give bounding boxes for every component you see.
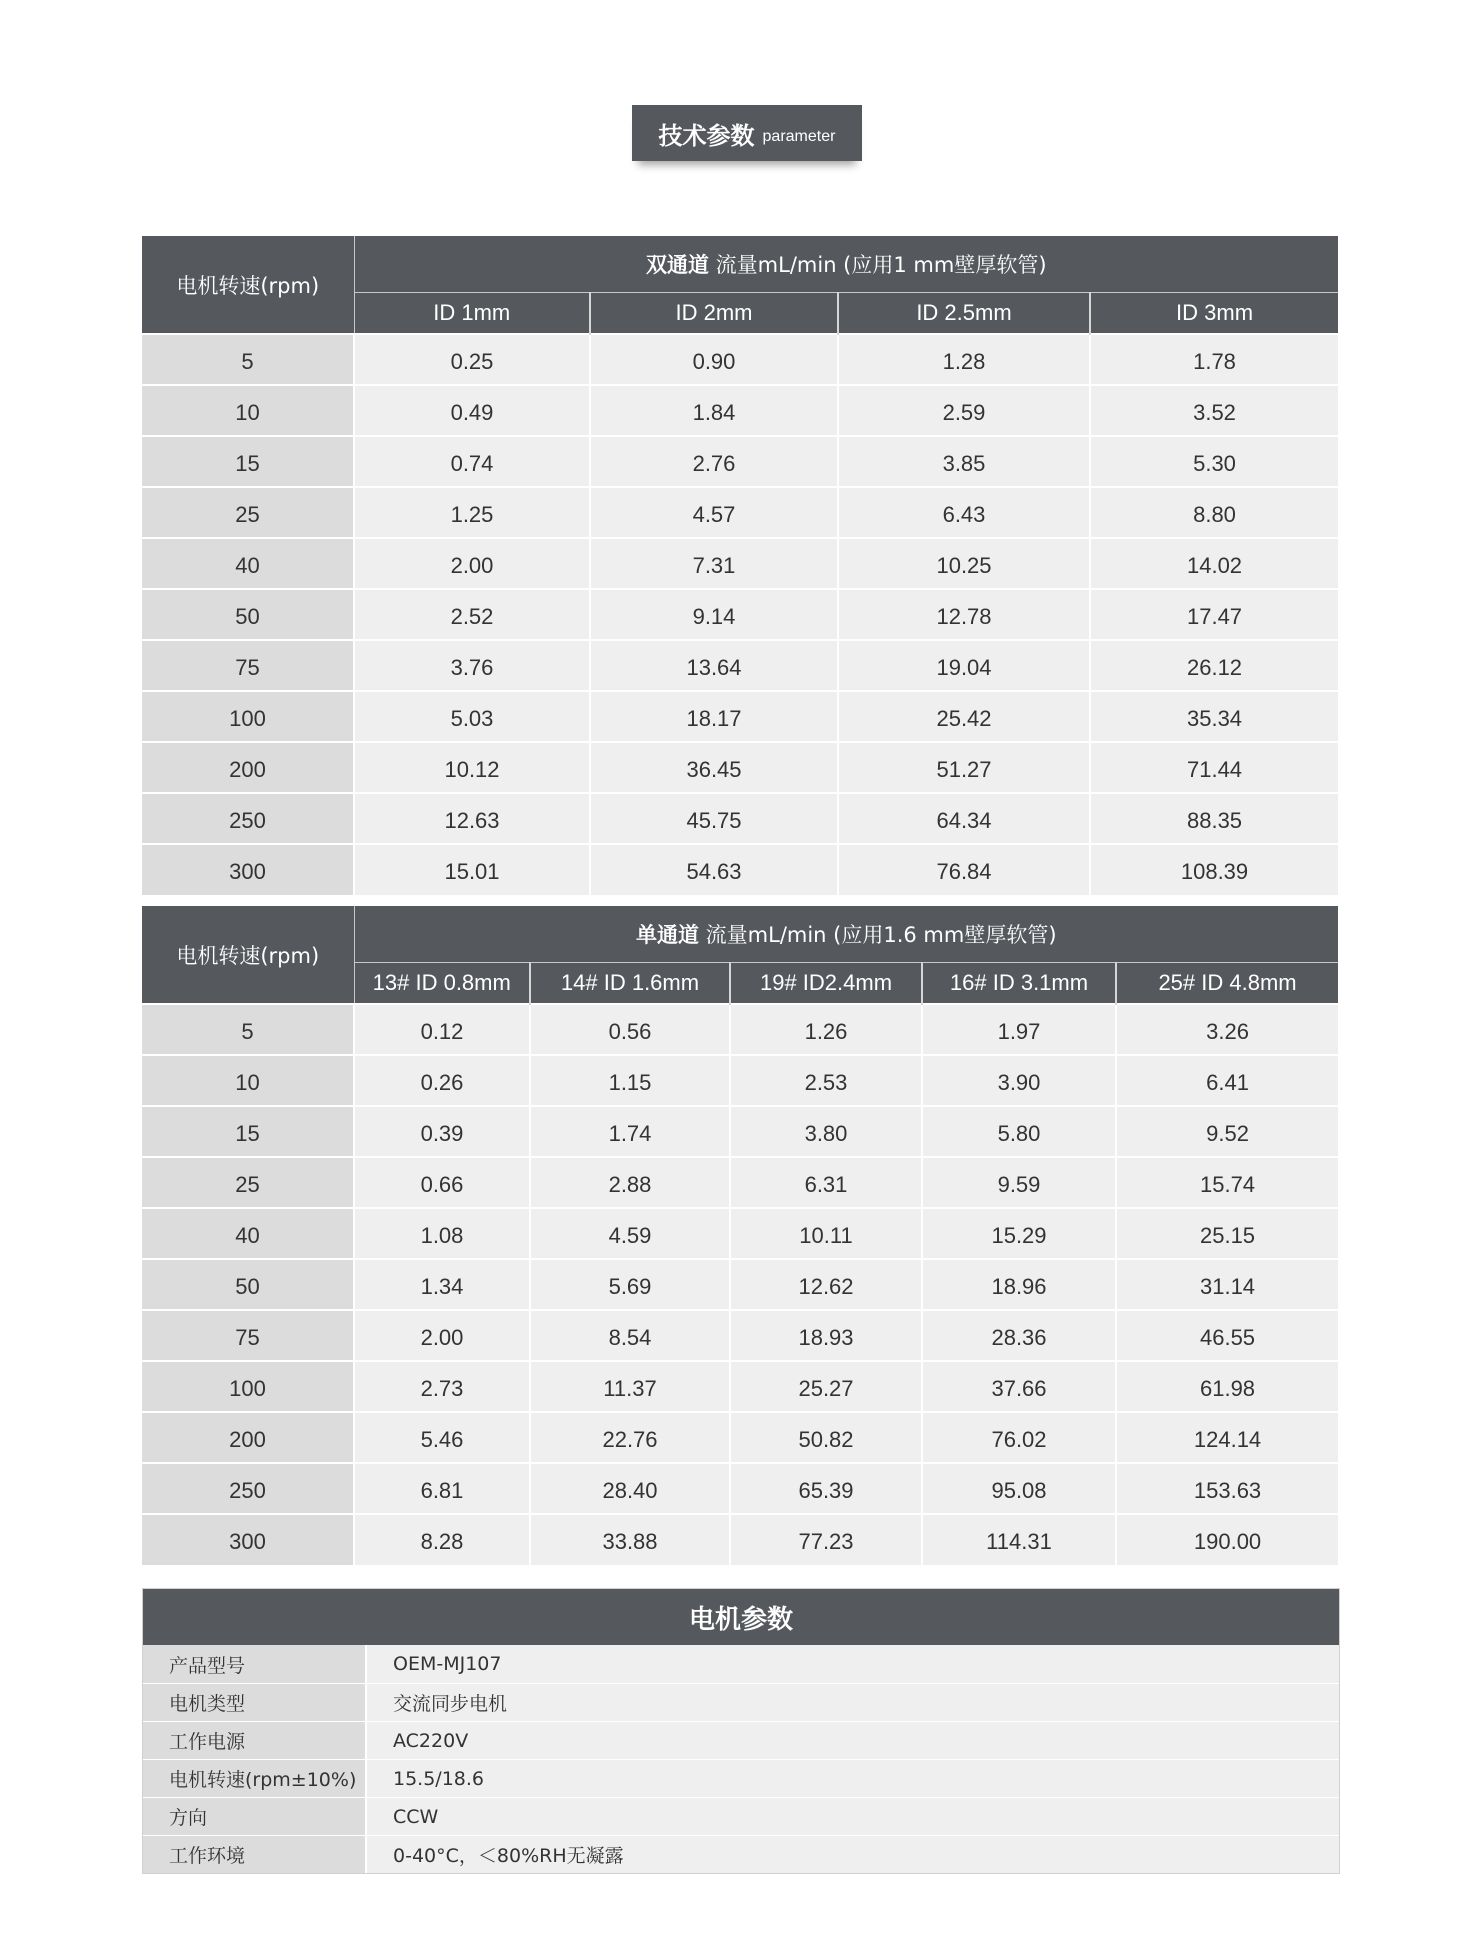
table-row xyxy=(142,1412,1338,1463)
flow-cell: 1.26 xyxy=(730,1004,922,1055)
flow-cell: 33.88 xyxy=(530,1514,730,1565)
flow-cell: 4.57 xyxy=(590,487,838,538)
section-title xyxy=(632,105,862,161)
flow-cell: 4.59 xyxy=(530,1208,730,1259)
flow-cell: 36.45 xyxy=(590,742,838,793)
rpm-cell: 75 xyxy=(142,1310,354,1361)
rpm-cell: 200 xyxy=(142,742,354,793)
flow-cell: 18.17 xyxy=(590,691,838,742)
motor-param-value: 交流同步电机 xyxy=(367,1684,1339,1721)
rpm-cell: 50 xyxy=(142,1259,354,1310)
table-row xyxy=(142,487,1338,538)
motor-param-row xyxy=(143,1721,1339,1759)
table-row xyxy=(142,1361,1338,1412)
flow-cell: 10.11 xyxy=(730,1208,922,1259)
motor-param-label: 电机类型 xyxy=(143,1684,367,1721)
flow-cell: 108.39 xyxy=(1090,844,1338,895)
table-row xyxy=(142,334,1338,385)
rpm-cell: 75 xyxy=(142,640,354,691)
flow-cell: 26.12 xyxy=(1090,640,1338,691)
rpm-cell: 300 xyxy=(142,1514,354,1565)
motor-param-label: 方向 xyxy=(143,1798,367,1835)
group-header-channel: 单通道 xyxy=(635,922,699,947)
flow-cell: 71.44 xyxy=(1090,742,1338,793)
table-row xyxy=(142,1514,1338,1565)
rpm-header: 电机转速(rpm) xyxy=(142,236,354,334)
flow-cell: 8.80 xyxy=(1090,487,1338,538)
table-row xyxy=(142,1157,1338,1208)
table-row xyxy=(142,538,1338,589)
table-row xyxy=(142,742,1338,793)
table-row xyxy=(142,1055,1338,1106)
group-header xyxy=(354,906,1338,962)
flow-cell: 0.25 xyxy=(354,334,590,385)
flow-cell: 13.64 xyxy=(590,640,838,691)
flow-cell: 5.69 xyxy=(530,1259,730,1310)
group-header-desc: 流量mL/min (应用1.6 mm壁厚软管) xyxy=(698,922,1057,947)
flow-cell: 114.31 xyxy=(922,1514,1116,1565)
flow-cell: 28.36 xyxy=(922,1310,1116,1361)
flow-cell: 3.80 xyxy=(730,1106,922,1157)
flow-cell: 28.40 xyxy=(530,1463,730,1514)
flow-cell: 18.96 xyxy=(922,1259,1116,1310)
flow-cell: 3.76 xyxy=(354,640,590,691)
motor-param-label: 工作环境 xyxy=(143,1836,367,1873)
flow-cell: 8.54 xyxy=(530,1310,730,1361)
flow-cell: 3.85 xyxy=(838,436,1090,487)
motor-param-row xyxy=(143,1683,1339,1721)
flow-cell: 95.08 xyxy=(922,1463,1116,1514)
flow-cell: 1.78 xyxy=(1090,334,1338,385)
rpm-cell: 10 xyxy=(142,1055,354,1106)
flow-cell: 12.62 xyxy=(730,1259,922,1310)
flow-cell: 6.41 xyxy=(1116,1055,1338,1106)
flow-cell: 0.66 xyxy=(354,1157,530,1208)
motor-param-row xyxy=(143,1835,1339,1873)
flow-cell: 19.04 xyxy=(838,640,1090,691)
motor-params-table xyxy=(142,1588,1340,1874)
section-title-main: 技术参数 xyxy=(658,121,755,150)
flow-cell: 3.90 xyxy=(922,1055,1116,1106)
flow-cell: 8.28 xyxy=(354,1514,530,1565)
rpm-cell: 15 xyxy=(142,436,354,487)
flow-cell: 3.26 xyxy=(1116,1004,1338,1055)
flow-cell: 5.03 xyxy=(354,691,590,742)
flow-cell: 2.52 xyxy=(354,589,590,640)
motor-param-label: 电机转速(rpm±10%) xyxy=(143,1760,367,1797)
rpm-cell: 200 xyxy=(142,1412,354,1463)
flow-cell: 6.43 xyxy=(838,487,1090,538)
flow-cell: 22.76 xyxy=(530,1412,730,1463)
group-header-channel: 双通道 xyxy=(646,252,709,277)
flow-cell: 5.80 xyxy=(922,1106,1116,1157)
flow-cell: 1.08 xyxy=(354,1208,530,1259)
flow-cell: 153.63 xyxy=(1116,1463,1338,1514)
flow-cell: 0.90 xyxy=(590,334,838,385)
flow-cell: 1.74 xyxy=(530,1106,730,1157)
flow-cell: 2.53 xyxy=(730,1055,922,1106)
table-row xyxy=(142,1208,1338,1259)
flow-cell: 5.46 xyxy=(354,1412,530,1463)
flow-cell: 25.15 xyxy=(1116,1208,1338,1259)
flow-cell: 2.88 xyxy=(530,1157,730,1208)
flow-cell: 124.14 xyxy=(1116,1412,1338,1463)
flow-cell: 0.39 xyxy=(354,1106,530,1157)
flow-cell: 2.00 xyxy=(354,1310,530,1361)
flow-cell: 88.35 xyxy=(1090,793,1338,844)
flow-cell: 15.29 xyxy=(922,1208,1116,1259)
table-row xyxy=(142,844,1338,895)
column-header: ID 3mm xyxy=(1090,292,1338,334)
table-row xyxy=(142,691,1338,742)
flow-cell: 1.28 xyxy=(838,334,1090,385)
flow-cell: 37.66 xyxy=(922,1361,1116,1412)
table-row xyxy=(142,1106,1338,1157)
flow-cell: 6.81 xyxy=(354,1463,530,1514)
motor-param-value: CCW xyxy=(367,1798,1339,1835)
motor-param-label: 产品型号 xyxy=(143,1645,367,1683)
table-row xyxy=(142,589,1338,640)
flow-cell: 15.74 xyxy=(1116,1157,1338,1208)
single-channel-flow-table xyxy=(142,906,1338,1565)
flow-cell: 1.97 xyxy=(922,1004,1116,1055)
flow-cell: 77.23 xyxy=(730,1514,922,1565)
flow-cell: 0.49 xyxy=(354,385,590,436)
column-header: 19# ID2.4mm xyxy=(730,962,922,1004)
table-row xyxy=(142,436,1338,487)
flow-cell: 76.02 xyxy=(922,1412,1116,1463)
flow-cell: 1.84 xyxy=(590,385,838,436)
flow-cell: 14.02 xyxy=(1090,538,1338,589)
flow-cell: 12.63 xyxy=(354,793,590,844)
flow-cell: 9.59 xyxy=(922,1157,1116,1208)
flow-cell: 9.52 xyxy=(1116,1106,1338,1157)
column-header: ID 1mm xyxy=(354,292,590,334)
flow-cell: 61.98 xyxy=(1116,1361,1338,1412)
column-header: 14# ID 1.6mm xyxy=(530,962,730,1004)
section-title-sub: parameter xyxy=(762,128,836,145)
table-row xyxy=(142,793,1338,844)
group-header-desc: 流量mL/min (应用1 mm壁厚软管) xyxy=(709,252,1047,277)
flow-cell: 11.37 xyxy=(530,1361,730,1412)
table-row xyxy=(142,1310,1338,1361)
flow-cell: 0.56 xyxy=(530,1004,730,1055)
column-header: 25# ID 4.8mm xyxy=(1116,962,1338,1004)
flow-cell: 1.34 xyxy=(354,1259,530,1310)
group-header xyxy=(354,236,1338,292)
flow-cell: 2.59 xyxy=(838,385,1090,436)
table-row xyxy=(142,385,1338,436)
flow-cell: 51.27 xyxy=(838,742,1090,793)
flow-cell: 0.26 xyxy=(354,1055,530,1106)
flow-cell: 0.74 xyxy=(354,436,590,487)
flow-cell: 25.42 xyxy=(838,691,1090,742)
rpm-cell: 250 xyxy=(142,793,354,844)
flow-cell: 1.15 xyxy=(530,1055,730,1106)
flow-cell: 5.30 xyxy=(1090,436,1338,487)
table-row xyxy=(142,640,1338,691)
flow-cell: 12.78 xyxy=(838,589,1090,640)
flow-cell: 46.55 xyxy=(1116,1310,1338,1361)
motor-param-value: 0-40°C，＜80%RH无凝露 xyxy=(367,1836,1339,1873)
rpm-cell: 250 xyxy=(142,1463,354,1514)
flow-cell: 2.00 xyxy=(354,538,590,589)
rpm-cell: 40 xyxy=(142,1208,354,1259)
flow-cell: 64.34 xyxy=(838,793,1090,844)
motor-param-row xyxy=(143,1759,1339,1797)
motor-params-title: 电机参数 xyxy=(143,1589,1339,1645)
flow-cell: 3.52 xyxy=(1090,385,1338,436)
column-header: ID 2.5mm xyxy=(838,292,1090,334)
flow-cell: 25.27 xyxy=(730,1361,922,1412)
table-row xyxy=(142,1463,1338,1514)
flow-cell: 50.82 xyxy=(730,1412,922,1463)
flow-cell: 17.47 xyxy=(1090,589,1338,640)
motor-param-value: OEM-MJ107 xyxy=(367,1645,1339,1683)
column-header: 16# ID 3.1mm xyxy=(922,962,1116,1004)
table-row xyxy=(142,1259,1338,1310)
rpm-cell: 5 xyxy=(142,1004,354,1055)
flow-cell: 18.93 xyxy=(730,1310,922,1361)
flow-cell: 7.31 xyxy=(590,538,838,589)
flow-cell: 190.00 xyxy=(1116,1514,1338,1565)
rpm-cell: 100 xyxy=(142,1361,354,1412)
motor-param-row xyxy=(143,1797,1339,1835)
flow-cell: 10.12 xyxy=(354,742,590,793)
motor-param-label: 工作电源 xyxy=(143,1722,367,1759)
flow-cell: 45.75 xyxy=(590,793,838,844)
column-header: 13# ID 0.8mm xyxy=(354,962,530,1004)
rpm-header: 电机转速(rpm) xyxy=(142,906,354,1004)
dual-channel-flow-table xyxy=(142,236,1338,895)
motor-param-value: 15.5/18.6 xyxy=(367,1760,1339,1797)
table-row xyxy=(142,1004,1338,1055)
rpm-cell: 5 xyxy=(142,334,354,385)
motor-param-row xyxy=(143,1645,1339,1683)
flow-cell: 10.25 xyxy=(838,538,1090,589)
rpm-cell: 100 xyxy=(142,691,354,742)
column-header: ID 2mm xyxy=(590,292,838,334)
flow-cell: 9.14 xyxy=(590,589,838,640)
flow-cell: 31.14 xyxy=(1116,1259,1338,1310)
flow-cell: 35.34 xyxy=(1090,691,1338,742)
rpm-cell: 10 xyxy=(142,385,354,436)
rpm-cell: 50 xyxy=(142,589,354,640)
flow-cell: 65.39 xyxy=(730,1463,922,1514)
flow-cell: 0.12 xyxy=(354,1004,530,1055)
rpm-cell: 300 xyxy=(142,844,354,895)
rpm-cell: 40 xyxy=(142,538,354,589)
flow-cell: 2.73 xyxy=(354,1361,530,1412)
rpm-cell: 25 xyxy=(142,487,354,538)
rpm-cell: 15 xyxy=(142,1106,354,1157)
flow-cell: 76.84 xyxy=(838,844,1090,895)
flow-cell: 6.31 xyxy=(730,1157,922,1208)
rpm-cell: 25 xyxy=(142,1157,354,1208)
flow-cell: 2.76 xyxy=(590,436,838,487)
flow-cell: 15.01 xyxy=(354,844,590,895)
flow-cell: 54.63 xyxy=(590,844,838,895)
motor-param-value: AC220V xyxy=(367,1722,1339,1759)
flow-cell: 1.25 xyxy=(354,487,590,538)
